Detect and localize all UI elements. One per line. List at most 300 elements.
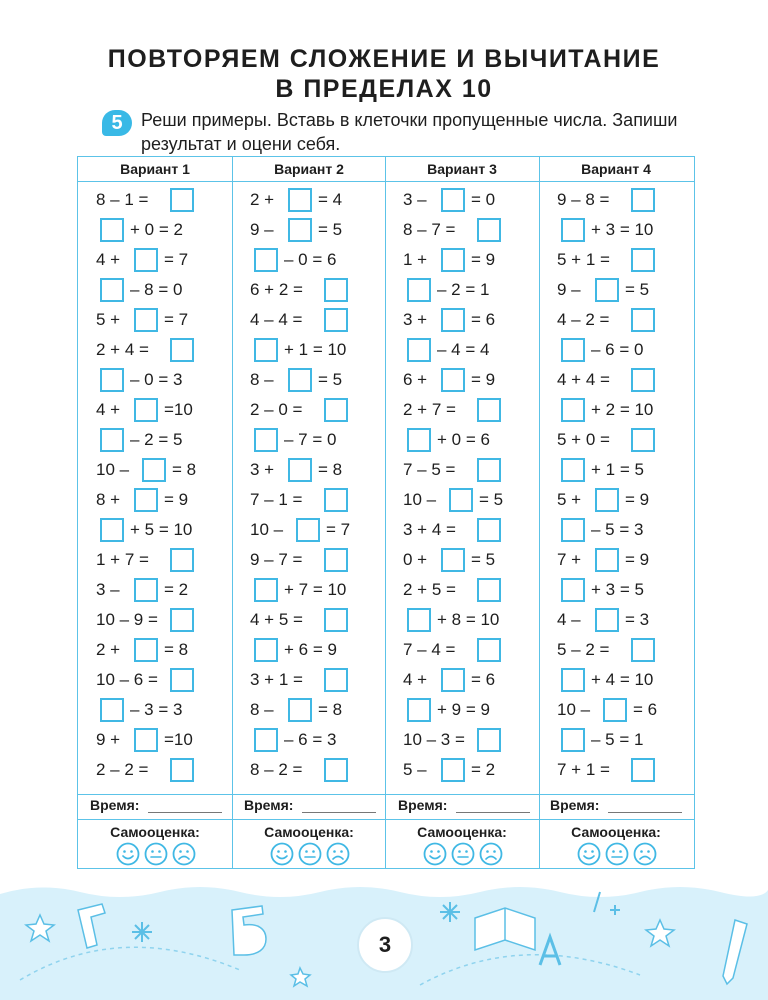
sad-face-icon[interactable] — [172, 842, 196, 866]
answer-box[interactable] — [631, 308, 655, 332]
time-field[interactable] — [608, 812, 682, 813]
exercise-row — [232, 728, 386, 752]
exercise-right-part: = 6 — [471, 310, 496, 329]
answer-box[interactable] — [324, 308, 348, 332]
footer-table — [77, 795, 695, 869]
exercise-left-part: 6 + 2 = — [250, 280, 303, 299]
answer-box[interactable] — [142, 458, 166, 482]
answer-box[interactable] — [134, 488, 158, 512]
answer-box[interactable] — [477, 398, 501, 422]
answer-box[interactable] — [477, 728, 501, 752]
answer-box[interactable] — [449, 488, 473, 512]
exercise-left-part: 2 – 0 = — [250, 400, 303, 419]
exercise-row — [539, 248, 693, 272]
exercise-row — [78, 368, 232, 392]
answer-box[interactable] — [595, 548, 619, 572]
answer-box[interactable] — [631, 758, 655, 782]
exercise-row — [78, 398, 232, 422]
answer-box[interactable] — [170, 548, 194, 572]
happy-face-icon[interactable] — [577, 842, 601, 866]
answer-box[interactable] — [603, 698, 627, 722]
happy-face-icon[interactable] — [270, 842, 294, 866]
exercise-row — [78, 638, 232, 662]
exercise-left-part: 4 + — [96, 400, 121, 419]
exercise-row — [78, 248, 232, 272]
exercise-row — [385, 608, 539, 632]
exercise-right-part: = 8 — [164, 640, 189, 659]
answer-box[interactable] — [407, 428, 431, 452]
answer-box[interactable] — [134, 638, 158, 662]
neutral-face-icon[interactable] — [605, 842, 629, 866]
variant-4-header: Вариант 4 — [581, 161, 651, 177]
answer-box[interactable] — [254, 338, 278, 362]
exercise-row — [78, 338, 232, 362]
exercise-row — [539, 398, 693, 422]
answer-box[interactable] — [324, 488, 348, 512]
exercise-row — [232, 248, 386, 272]
answer-box[interactable] — [477, 218, 501, 242]
sad-face-icon[interactable] — [479, 842, 503, 866]
answer-box[interactable] — [631, 368, 655, 392]
exercise-row — [78, 428, 232, 452]
exercise-row — [539, 668, 693, 692]
exercise-left-part: 10 – — [403, 490, 437, 509]
answer-box[interactable] — [254, 428, 278, 452]
self-assessment-label: Самооценка: — [264, 824, 354, 840]
exercise-right-part: – 8 = 0 — [130, 280, 183, 299]
answer-box[interactable] — [288, 218, 312, 242]
answer-box[interactable] — [324, 548, 348, 572]
exercise-row — [232, 308, 386, 332]
exercise-table — [77, 156, 695, 795]
exercise-row — [539, 728, 693, 752]
letter-b-icon — [232, 906, 266, 955]
answer-box[interactable] — [100, 518, 124, 542]
exercise-right-part: =10 — [164, 400, 193, 419]
answer-box[interactable] — [134, 248, 158, 272]
exercise-row — [232, 278, 386, 302]
answer-box[interactable] — [595, 608, 619, 632]
answer-box[interactable] — [477, 458, 501, 482]
answer-box[interactable] — [561, 218, 585, 242]
exercise-row — [385, 668, 539, 692]
title-line-2: В ПРЕДЕЛАХ 10 — [275, 75, 493, 103]
exercise-left-part: 8 – 7 = — [403, 220, 456, 239]
exercise-left-part: 7 – 4 = — [403, 640, 456, 659]
exercise-right-part: + 0 = 2 — [130, 220, 183, 239]
exercise-right-part: = 6 — [471, 670, 496, 689]
exercise-row — [539, 338, 693, 362]
exercise-row — [78, 608, 232, 632]
exercise-row — [539, 278, 693, 302]
exercise-left-part: 9 – — [250, 220, 274, 239]
exercise-row — [539, 758, 693, 782]
exercise-row — [385, 398, 539, 422]
exercise-left-part: 4 + 4 = — [557, 370, 610, 389]
exercise-right-part: = 8 — [172, 460, 197, 479]
exercise-right-part: = 2 — [471, 760, 496, 779]
answer-box[interactable] — [631, 638, 655, 662]
task-number-badge: 5 — [102, 110, 132, 136]
exercise-right-part: + 4 = 10 — [591, 670, 654, 689]
answer-box[interactable] — [477, 518, 501, 542]
exercise-right-part: – 5 = 1 — [591, 730, 644, 749]
exercise-row — [78, 758, 232, 782]
time-label: Время: — [90, 797, 140, 813]
exercise-row — [232, 518, 386, 542]
exercise-left-part: 2 + 5 = — [403, 580, 456, 599]
exercise-left-part: 9 – — [557, 280, 581, 299]
exercise-row — [232, 548, 386, 572]
happy-face-icon[interactable] — [116, 842, 140, 866]
answer-box[interactable] — [407, 698, 431, 722]
answer-box[interactable] — [254, 728, 278, 752]
exercise-left-part: 2 + — [250, 190, 275, 209]
exercise-right-part: + 5 = 10 — [130, 520, 193, 539]
exercise-row — [539, 638, 693, 662]
exercise-right-part: + 8 = 10 — [437, 610, 500, 629]
exercise-right-part: + 3 = 10 — [591, 220, 654, 239]
exercise-row — [385, 488, 539, 512]
exercise-row — [232, 188, 386, 212]
exercise-row — [385, 578, 539, 602]
exercise-row — [385, 338, 539, 362]
exercise-left-part: 3 – — [96, 580, 120, 599]
exercise-right-part: – 3 = 3 — [130, 700, 183, 719]
answer-box[interactable] — [561, 668, 585, 692]
exercise-row — [539, 578, 693, 602]
exercise-right-part: = 5 — [471, 550, 496, 569]
exercise-row — [78, 278, 232, 302]
exercise-right-part: = 0 — [471, 190, 496, 209]
answer-box[interactable] — [441, 188, 465, 212]
exercise-row — [385, 758, 539, 782]
answer-box[interactable] — [100, 698, 124, 722]
answer-box[interactable] — [477, 638, 501, 662]
answer-box[interactable] — [477, 578, 501, 602]
answer-box[interactable] — [134, 308, 158, 332]
exercise-left-part: 3 + — [403, 310, 428, 329]
exercise-row — [232, 338, 386, 362]
exercise-left-part: 2 + — [96, 640, 121, 659]
exercise-left-part: 5 – 2 = — [557, 640, 610, 659]
exercise-right-part: – 2 = 1 — [437, 280, 490, 299]
exercise-right-part: + 9 = 9 — [437, 700, 490, 719]
exercise-left-part: 10 – — [557, 700, 591, 719]
exercise-right-part: + 3 = 5 — [591, 580, 644, 599]
variant-3-header: Вариант 3 — [427, 161, 497, 177]
exercise-right-part: – 2 = 5 — [130, 430, 183, 449]
exercise-row — [539, 698, 693, 722]
exercise-right-part: = 7 — [326, 520, 351, 539]
neutral-face-icon[interactable] — [298, 842, 322, 866]
time-label: Время: — [398, 797, 448, 813]
exercise-row — [232, 368, 386, 392]
answer-box[interactable] — [134, 728, 158, 752]
answer-box[interactable] — [407, 338, 431, 362]
exercise-right-part: – 0 = 6 — [284, 250, 337, 269]
exercise-right-part: = 5 — [479, 490, 504, 509]
answer-box[interactable] — [288, 188, 312, 212]
answer-box[interactable] — [631, 428, 655, 452]
exercise-left-part: 4 + 5 = — [250, 610, 303, 629]
exercise-right-part: = 8 — [318, 460, 343, 479]
exercise-right-part: – 0 = 3 — [130, 370, 183, 389]
exercise-row — [539, 188, 693, 212]
exercise-right-part: = 9 — [625, 550, 650, 569]
answer-box[interactable] — [324, 668, 348, 692]
answer-box[interactable] — [100, 218, 124, 242]
answer-box[interactable] — [100, 368, 124, 392]
exercise-row — [78, 308, 232, 332]
exercise-row — [78, 548, 232, 572]
happy-face-icon[interactable] — [423, 842, 447, 866]
answer-box[interactable] — [100, 428, 124, 452]
exercise-right-part: = 4 — [318, 190, 343, 209]
exercise-left-part: 4 + — [403, 670, 428, 689]
exercise-right-part: = 9 — [164, 490, 189, 509]
exercise-row — [385, 248, 539, 272]
exercise-right-part: = 8 — [318, 700, 343, 719]
exercise-right-part: – 4 = 4 — [437, 340, 490, 359]
answer-box[interactable] — [561, 728, 585, 752]
exercise-right-part: = 9 — [471, 250, 496, 269]
exercise-row — [232, 428, 386, 452]
exercise-row — [385, 308, 539, 332]
answer-box[interactable] — [134, 578, 158, 602]
answer-box[interactable] — [170, 758, 194, 782]
answer-box[interactable] — [170, 338, 194, 362]
answer-box[interactable] — [324, 608, 348, 632]
exercise-row — [539, 608, 693, 632]
neutral-face-icon[interactable] — [144, 842, 168, 866]
answer-box[interactable] — [407, 278, 431, 302]
snowflake-icon — [132, 922, 152, 942]
exercise-row — [385, 728, 539, 752]
exercise-row — [385, 548, 539, 572]
self-assessment-label: Самооценка: — [571, 824, 661, 840]
time-label: Время: — [244, 797, 294, 813]
neutral-face-icon[interactable] — [451, 842, 475, 866]
exercise-row — [232, 218, 386, 242]
exercise-row — [385, 368, 539, 392]
exercise-row — [385, 278, 539, 302]
exercise-row — [539, 488, 693, 512]
exercise-row — [385, 218, 539, 242]
exercise-row — [539, 548, 693, 572]
answer-box[interactable] — [561, 338, 585, 362]
self-assessment-label: Самооценка: — [417, 824, 507, 840]
answer-box[interactable] — [561, 458, 585, 482]
exercise-left-part: 8 – 1 = — [96, 190, 149, 209]
exercise-right-part: – 7 = 0 — [284, 430, 337, 449]
answer-box[interactable] — [170, 608, 194, 632]
exercise-left-part: 10 – 3 = — [403, 730, 465, 749]
exercise-left-part: 8 – 2 = — [250, 760, 303, 779]
exercise-left-part: 5 + — [96, 310, 121, 329]
exercise-left-part: 2 – 2 = — [96, 760, 149, 779]
exercise-left-part: 5 + — [557, 490, 582, 509]
exercise-right-part: = 6 — [633, 700, 658, 719]
exercise-row — [539, 218, 693, 242]
answer-box[interactable] — [324, 398, 348, 422]
exercise-row — [385, 698, 539, 722]
exercise-left-part: 7 – 1 = — [250, 490, 303, 509]
exercise-right-part: – 5 = 3 — [591, 520, 644, 539]
sad-face-icon[interactable] — [633, 842, 657, 866]
exercise-right-part: = 5 — [318, 220, 343, 239]
exercise-right-part: – 6 = 0 — [591, 340, 644, 359]
answer-box[interactable] — [288, 458, 312, 482]
task-instruction: Реши примеры. Вставь в клеточки пропущенные числа. Запиши результат и оцени себя. — [141, 110, 678, 154]
exercise-row — [232, 638, 386, 662]
answer-box[interactable] — [288, 368, 312, 392]
answer-box[interactable] — [631, 248, 655, 272]
exercise-right-part: + 1 = 5 — [591, 460, 644, 479]
exercise-left-part: 7 + 1 = — [557, 760, 610, 779]
exercise-left-part: 3 – — [403, 190, 427, 209]
exercise-left-part: 1 + — [403, 250, 428, 269]
answer-box[interactable] — [561, 398, 585, 422]
answer-box[interactable] — [595, 278, 619, 302]
exercise-left-part: 7 + — [557, 550, 582, 569]
answer-box[interactable] — [324, 278, 348, 302]
exercise-left-part: 10 – 6 = — [96, 670, 158, 689]
answer-box[interactable] — [595, 488, 619, 512]
exercise-row — [539, 308, 693, 332]
answer-box[interactable] — [441, 308, 465, 332]
exercise-right-part: = 9 — [625, 490, 650, 509]
exercise-right-part: = 9 — [471, 370, 496, 389]
exercise-row — [232, 698, 386, 722]
exercise-left-part: 0 + — [403, 550, 428, 569]
snowflake-icon — [440, 902, 460, 922]
exercise-left-part: 9 – 7 = — [250, 550, 303, 569]
exercise-left-part: 3 + 1 = — [250, 670, 303, 689]
exercise-row — [78, 188, 232, 212]
exercise-right-part: = 7 — [164, 250, 189, 269]
exercise-left-part: 3 + — [250, 460, 275, 479]
exercise-left-part: 8 + — [96, 490, 121, 509]
exercise-left-part: 5 + 1 = — [557, 250, 610, 269]
answer-box[interactable] — [441, 758, 465, 782]
exercise-left-part: 9 + — [96, 730, 121, 749]
exercise-left-part: 8 – — [250, 370, 274, 389]
time-field[interactable] — [456, 812, 530, 813]
exercise-row — [539, 458, 693, 482]
answer-box[interactable] — [441, 248, 465, 272]
exercise-row — [385, 638, 539, 662]
time-label: Время: — [550, 797, 600, 813]
answer-box[interactable] — [561, 518, 585, 542]
answer-box[interactable] — [288, 698, 312, 722]
exercise-right-part: + 6 = 9 — [284, 640, 337, 659]
sad-face-icon[interactable] — [326, 842, 350, 866]
exercise-row — [385, 458, 539, 482]
exercise-left-part: 2 + 4 = — [96, 340, 149, 359]
exercise-row — [78, 488, 232, 512]
answer-box[interactable] — [134, 398, 158, 422]
exercise-row — [232, 398, 386, 422]
exercise-left-part: 5 + 0 = — [557, 430, 610, 449]
answer-box[interactable] — [631, 188, 655, 212]
self-assessment-label: Самооценка: — [110, 824, 200, 840]
answer-box[interactable] — [441, 368, 465, 392]
exercise-left-part: 10 – 9 = — [96, 610, 158, 629]
exercise-left-part: 6 + — [403, 370, 428, 389]
exercise-row — [232, 578, 386, 602]
answer-box[interactable] — [254, 638, 278, 662]
exercise-row — [232, 608, 386, 632]
title-line-1: ПОВТОРЯЕМ СЛОЖЕНИЕ И ВЫЧИТАНИЕ — [107, 45, 661, 73]
exercise-row — [78, 728, 232, 752]
exercise-left-part: 2 + 7 = — [403, 400, 456, 419]
exercise-row — [78, 218, 232, 242]
exercise-right-part: = 5 — [318, 370, 343, 389]
exercise-right-part: + 1 = 10 — [284, 340, 347, 359]
exercise-row — [385, 428, 539, 452]
time-field[interactable] — [302, 812, 376, 813]
exercise-right-part: + 2 = 10 — [591, 400, 654, 419]
answer-box[interactable] — [170, 188, 194, 212]
exercise-left-part: 8 – — [250, 700, 274, 719]
exercise-row — [78, 518, 232, 542]
answer-box[interactable] — [254, 248, 278, 272]
exercise-right-part: = 2 — [164, 580, 189, 599]
exercise-row — [539, 518, 693, 542]
exercise-right-part: = 7 — [164, 310, 189, 329]
answer-box[interactable] — [100, 278, 124, 302]
exercise-row — [385, 188, 539, 212]
exercise-row — [232, 668, 386, 692]
exercise-left-part: 4 – 2 = — [557, 310, 610, 329]
answer-box[interactable] — [254, 578, 278, 602]
variant-2-header: Вариант 2 — [274, 161, 344, 177]
exercise-row — [78, 668, 232, 692]
exercise-left-part: 10 – — [250, 520, 284, 539]
exercise-left-part: 1 + 7 = — [96, 550, 149, 569]
exercise-left-part: 4 – — [557, 610, 581, 629]
answer-box[interactable] — [296, 518, 320, 542]
exercise-left-part: 5 – — [403, 760, 427, 779]
answer-box[interactable] — [441, 668, 465, 692]
exercise-row — [232, 458, 386, 482]
answer-box[interactable] — [324, 758, 348, 782]
exercise-row — [385, 518, 539, 542]
exercise-right-part: =10 — [164, 730, 193, 749]
page-number: 3 — [357, 917, 413, 973]
exercise-row — [232, 758, 386, 782]
exercise-row — [232, 488, 386, 512]
exercise-right-part: + 0 = 6 — [437, 430, 490, 449]
exercise-left-part: 9 – 8 = — [557, 190, 610, 209]
exercise-right-part: = 5 — [625, 280, 650, 299]
answer-box[interactable] — [407, 608, 431, 632]
answer-box[interactable] — [561, 578, 585, 602]
exercise-left-part: 7 – 5 = — [403, 460, 456, 479]
exercise-row — [78, 458, 232, 482]
variant-1-header: Вариант 1 — [120, 161, 190, 177]
exercise-left-part: 3 + 4 = — [403, 520, 456, 539]
time-field[interactable] — [148, 812, 222, 813]
exercise-right-part: + 7 = 10 — [284, 580, 347, 599]
exercise-row — [539, 428, 693, 452]
answer-box[interactable] — [170, 668, 194, 692]
exercise-left-part: 10 – — [96, 460, 130, 479]
exercise-right-part: – 6 = 3 — [284, 730, 337, 749]
answer-box[interactable] — [441, 548, 465, 572]
exercise-row — [78, 698, 232, 722]
